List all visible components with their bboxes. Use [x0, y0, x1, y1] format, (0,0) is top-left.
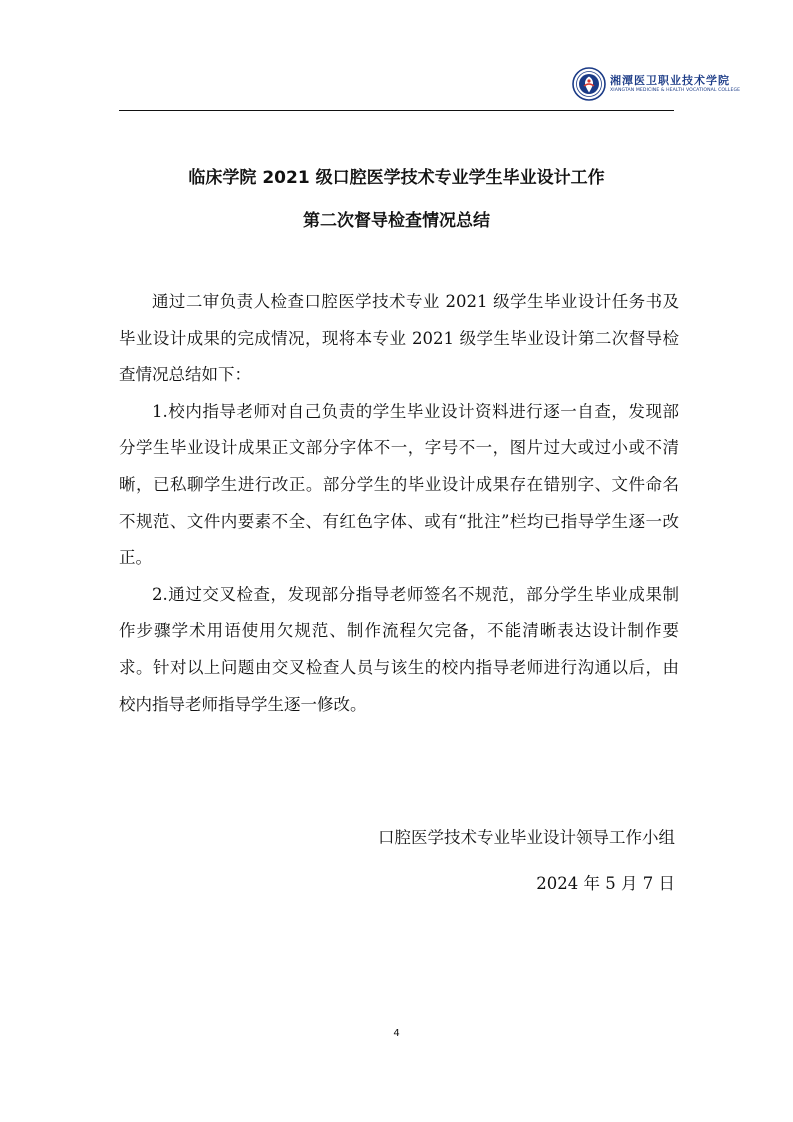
page-number: 4 — [393, 1028, 400, 1039]
signature-date: 2024 年 5 月 7 日 — [536, 874, 675, 893]
logo-name-en: XIANGTAN MEDICINE & HEALTH VOCATIONAL COLLEGE — [610, 87, 741, 93]
document-body — [119, 284, 679, 723]
page-header — [0, 0, 793, 112]
college-logo — [572, 64, 741, 104]
header-divider — [119, 110, 674, 111]
finding-paragraph-2: 2.通过交叉检查，发现部分指导老师签名不规范，部分学生毕业成果制作步骤学术用语使用欠规范、制作流程欠完备，不能清晰表达设计制作要求。针对以上问题由交叉检查人员与该生的校内指导老师进行沟通以后，由校内指导老师指导学生逐一修改。 — [119, 584, 679, 714]
intro-paragraph: 通过二审负责人检查口腔医学技术专业 2021 级学生毕业设计任务书及毕业设计成果的完成情况，现将本专业 2021 级学生毕业设计第二次督导检查情况总结如下： — [119, 292, 679, 385]
signature-organization: 口腔医学技术专业毕业设计领导工作小组 — [378, 828, 675, 847]
document-title-line-1: 临床学院 2021 级口腔医学技术专业学生毕业设计工作 — [188, 168, 605, 188]
logo-name-cn: 湘潭医卫职业技术学院 — [610, 74, 730, 88]
college-seal-icon — [572, 67, 606, 101]
document-title-line-2: 第二次督导检查情况总结 — [303, 211, 490, 231]
finding-paragraph-1: 1.校内指导老师对自己负责的学生毕业设计资料进行逐一自查，发现部分学生毕业设计成果正文部分字体不一，字号不一，图片过大或过小或不清晰，已私聊学生进行改正。部分学生的毕业设计成果存在错别字、文件命名不规范、文件内要素不全、有红色字体、或有“批注”栏均已指导学生逐一改正。 — [119, 401, 679, 568]
